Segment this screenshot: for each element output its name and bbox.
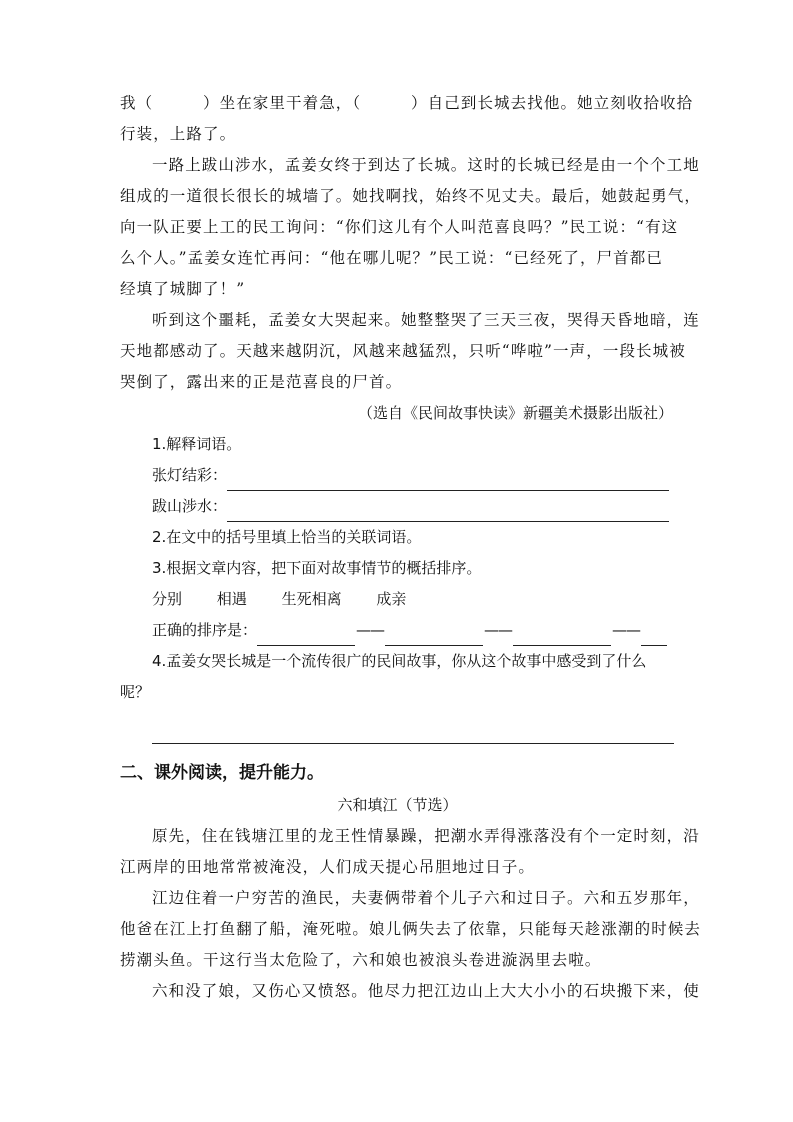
story-title: 六和填江（节选） xyxy=(337,796,458,814)
answer-blank[interactable] xyxy=(257,623,355,646)
option-item: 分别 xyxy=(152,590,183,608)
question-1b-row xyxy=(120,491,675,522)
question-3-options xyxy=(120,584,675,615)
option-item: 生死相离 xyxy=(281,590,342,608)
question-3: 3.根据文章内容，把下面对故事情节的概括排序。 xyxy=(152,559,482,577)
question-4: 4.孟姜女哭长城是一个流传很广的民间故事，你从这个故事中感受到了什么 xyxy=(152,652,647,670)
answer-line-1b[interactable] xyxy=(227,499,669,522)
separator: —— xyxy=(356,621,385,639)
story-line: 江边住着一户穷苦的渔民，夫妻俩带着个儿子六和过日子。六和五岁那年， xyxy=(152,889,700,907)
separator: —— xyxy=(484,621,513,639)
question-1: 1.解释词语。 xyxy=(152,435,242,453)
story-line: 江两岸的田地常常被淹没，人们成天提心吊胆地过日子。 xyxy=(120,858,536,876)
story-line: 哭倒了，露出来的正是范喜良的尸首。 xyxy=(120,373,403,391)
question-1a-label: 张灯结彩： xyxy=(152,466,228,484)
story-line: 我（ ）坐在家里干着急，（ ）自己到长城去找他。她立刻收拾收拾 xyxy=(120,94,694,112)
question-4-answer-row xyxy=(120,708,675,748)
question-1a-row xyxy=(120,460,675,491)
story-line: 一路上跋山涉水，孟姜女终于到达了长城。这时的长城已经是由一个个工地 xyxy=(152,156,700,174)
question-1b-label: 跋山涉水： xyxy=(152,497,228,515)
answer-line-1a[interactable] xyxy=(227,468,669,491)
question-4-cont: 呢？ xyxy=(120,683,151,701)
story-line: 向一队正要上工的民工询问：“你们这儿有个人叫范喜良吗？”民工说：“有这 xyxy=(120,218,679,236)
question-3-answer-row xyxy=(120,615,675,646)
document-page xyxy=(120,88,702,1007)
story-line: 捞潮头鱼。干这行当太危险了，六和娘也被浪头卷进漩涡里去啦。 xyxy=(120,951,602,969)
option-item: 成亲 xyxy=(376,590,407,608)
answer-blank[interactable] xyxy=(641,623,667,646)
story-line: 听到这个噩耗，孟姜女大哭起来。她整整哭了三天三夜，哭得天昏地暗，连 xyxy=(152,311,700,329)
answer-blank[interactable] xyxy=(513,623,611,646)
answer-label: 正确的排序是： xyxy=(152,621,258,639)
answer-line-4[interactable] xyxy=(152,721,674,744)
source-citation: （选自《民间故事快读》新疆美术摄影出版社） xyxy=(357,404,673,422)
story-line: 么个人。”孟姜女连忙再问：“他在哪儿呢？”民工说：“已经死了，尸首都已 xyxy=(120,249,663,267)
story-line: 天地都感动了。天越来越阴沉，风越来越猛烈，只听“哗啦”一声，一段长城被 xyxy=(120,342,686,360)
separator: —— xyxy=(612,621,641,639)
story-line: 组成的一道很长很长的城墙了。她找啊找，始终不见丈夫。最后，她鼓起勇气， xyxy=(120,187,702,205)
answer-blank[interactable] xyxy=(385,623,483,646)
story-line: 原先，住在钱塘江里的龙王性情暴躁，把潮水弄得涨落没有个一定时刻，沿 xyxy=(152,827,700,845)
story-line: 行装，上路了。 xyxy=(120,125,237,143)
story-line: 六和没了娘，又伤心又愤怒。他尽力把江边山上大大小小的石块搬下来，使 xyxy=(152,982,700,1000)
section-title: 二、课外阅读，提升能力。 xyxy=(120,763,324,783)
question-2: 2.在文中的括号里填上恰当的关联词语。 xyxy=(152,528,422,546)
option-item: 相遇 xyxy=(216,590,247,608)
story-line: 经填了城脚了！” xyxy=(120,280,246,298)
story-line: 他爸在江上打鱼翻了船，淹死啦。娘儿俩失去了依靠，只能每天趁涨潮的时候去 xyxy=(120,920,702,938)
